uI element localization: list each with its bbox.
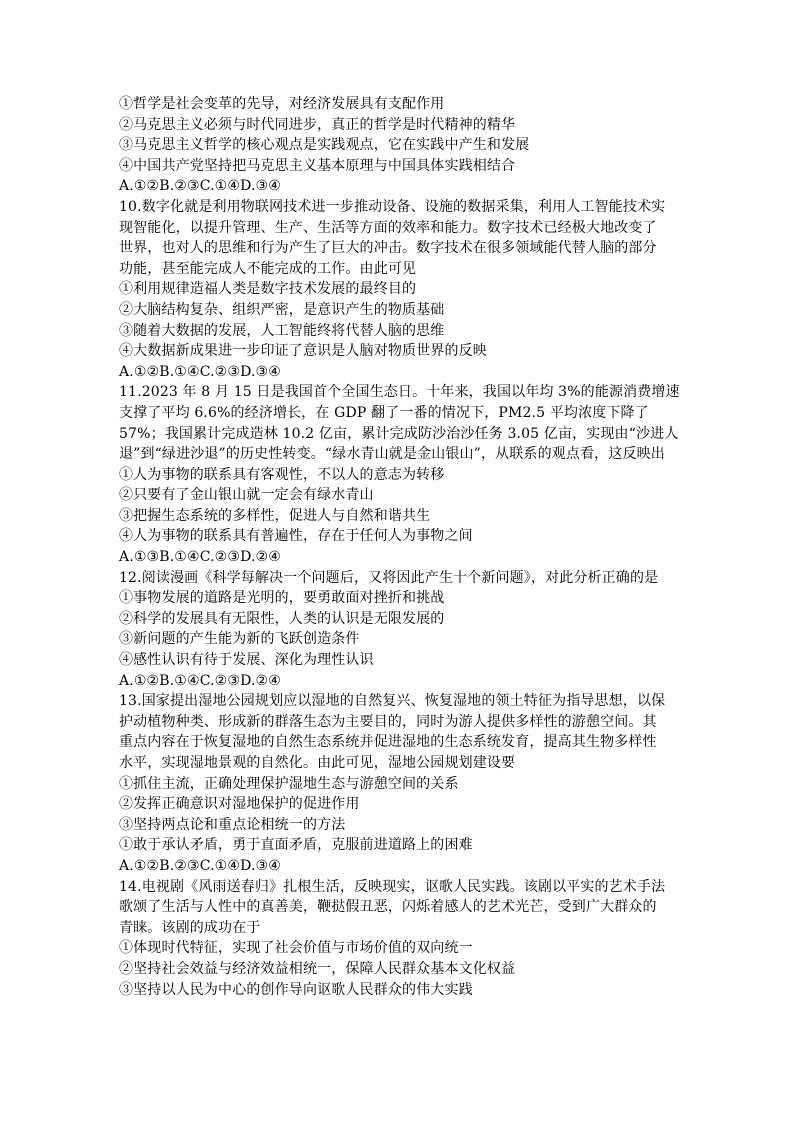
text-line: ①事物发展的道路是光明的，要勇敢面对挫折和挑战 xyxy=(119,590,445,607)
question-10-stem: 世界，也对人的思维和行为产生了巨大的冲击。数字技术在很多领域能代替人脑的部分 xyxy=(119,240,657,257)
question-12-stem: 12.阅读漫画《科学每解决一个问题后，又将因此产生十个新问题》，对此分析正确的是 xyxy=(119,569,659,586)
text-line: ②坚持社会效益与经济效益相统一，保障人民群众基本文化权益 xyxy=(119,960,516,977)
question-10-stem: 10.数字化就是利用物联网技术进一步推动设备、设施的数据采集，利用人工智能技术实 xyxy=(119,198,666,215)
text-line: ④中国共产党坚持把马克思主义基本原理与中国具体实践相结合 xyxy=(119,157,516,174)
text-line: ④人为事物的联系具有普遍性，存在于任何人为事物之间 xyxy=(119,528,473,545)
answer-options: A.①②B.②③C.①④D.③④ xyxy=(119,857,281,874)
text-line: ③随着大数据的发展，人工智能终将代替人脑的思维 xyxy=(119,322,445,339)
text-line: ③把握生态系统的多样性，促进人与自然和谐共生 xyxy=(119,507,431,524)
question-14-stem: 青睐。该剧的成功在于 xyxy=(119,919,261,936)
text-line: ④大数据新成果进一步印证了意识是人脑对物质世界的反映 xyxy=(119,343,487,360)
text-line: ②只要有了金山银山就一定会有绿水青山 xyxy=(119,487,374,504)
text-line: ③坚持以人民为中心的创作导向讴歌人民群众的伟大实践 xyxy=(119,981,473,998)
question-14-stem: 歌颂了生活与人性中的真善美，鞭挞假丑恶，闪烁着感人的艺术光芒，受到广大群众的 xyxy=(119,899,657,916)
question-13-stem: 护动植物种类、形成新的群落生态为主要目的，同时为游人提供多样性的游憩空间。其 xyxy=(119,713,657,730)
document-page xyxy=(119,94,679,1000)
text-line: ②马克思主义必须与时代同进步，真正的哲学是时代精神的精华 xyxy=(119,116,516,133)
question-13-stem: 重点内容在于恢复湿地的自然生态系统并促进湿地的生态系统发育，提高其生物多样性 xyxy=(119,734,657,751)
question-11-stem: 57%；我国累计完成造林 10.2 亿亩，累计完成防沙治沙任务 3.05 亿亩，实现由“沙进人 xyxy=(119,425,679,442)
text-line: ④感性认识有待于发展、深化为理性认识 xyxy=(119,652,374,669)
text-line: ②科学的发展具有无限性，人类的认识是无限发展的 xyxy=(119,610,445,627)
question-11-stem: 退”到“绿进沙退”的历史性转变。“绿水青山就是金山银山”，从联系的观点看，这反映出 xyxy=(119,446,665,463)
text-line: ①体现时代特征，实现了社会价值与市场价值的双向统一 xyxy=(119,940,473,957)
answer-options: A.①②B.①④C.②③D.②④ xyxy=(119,672,281,689)
text-line: ①哲学是社会变革的先导，对经济发展具有支配作用 xyxy=(119,96,445,112)
question-13-stem: 水平，实现湿地景观的自然化。由此可见，湿地公园规划建设要 xyxy=(119,755,516,771)
text-line: ②发挥正确意识对湿地保护的促进作用 xyxy=(119,796,360,813)
text-line: ①抓住主流，正确处理保护湿地生态与游憩空间的关系 xyxy=(119,775,459,792)
answer-options: A.①③B.①④C.②③D.②④ xyxy=(119,549,281,566)
question-14-stem: 14.电视剧《风雨送春归》扎根生活，反映现实，讴歌人民实践。该剧以平实的艺术手法 xyxy=(119,878,666,895)
question-10-stem: 功能，甚至能完成人不能完成的工作。由此可见 xyxy=(119,260,417,277)
text-line: ①敢于承认矛盾，勇于直面矛盾，克服前进道路上的困难 xyxy=(119,837,473,854)
question-11-stem: 11.2023 年 8 月 15 日是我国首个全国生态日。十年来，我国以年均 3%的能源消费增速 xyxy=(119,384,680,401)
text-line: ②大脑结构复杂、组织严密，是意识产生的物质基础 xyxy=(119,301,445,318)
text-line: ①利用规律造福人类是数字技术发展的最终目的 xyxy=(119,281,417,298)
question-10-stem: 现智能化，以提升管理、生产、生活等方面的效率和能力。数字技术已经极大地改变了 xyxy=(119,219,657,236)
answer-options: A.①②B.②③C.①④D.③④ xyxy=(119,178,281,195)
question-13-stem: 13.国家提出湿地公园规划应以湿地的自然复兴、恢复湿地的领土特征为指导思想，以保 xyxy=(119,693,666,710)
text-line: ③新问题的产生能为新的飞跃创造条件 xyxy=(119,631,360,648)
text-line: ③坚持两点论和重点论相统一的方法 xyxy=(119,816,346,833)
text-line: ①人为事物的联系具有客观性，不以人的意志为转移 xyxy=(119,466,445,483)
answer-options: A.①②B.①④C.②③D.③④ xyxy=(119,363,281,380)
text-line: ③马克思主义哲学的核心观点是实践观点，它在实践中产生和发展 xyxy=(119,137,530,154)
question-11-stem: 支撑了平均 6.6%的经济增长，在 GDP 翻了一番的情况下，PM2.5 平均浓度下降了 xyxy=(119,404,649,421)
